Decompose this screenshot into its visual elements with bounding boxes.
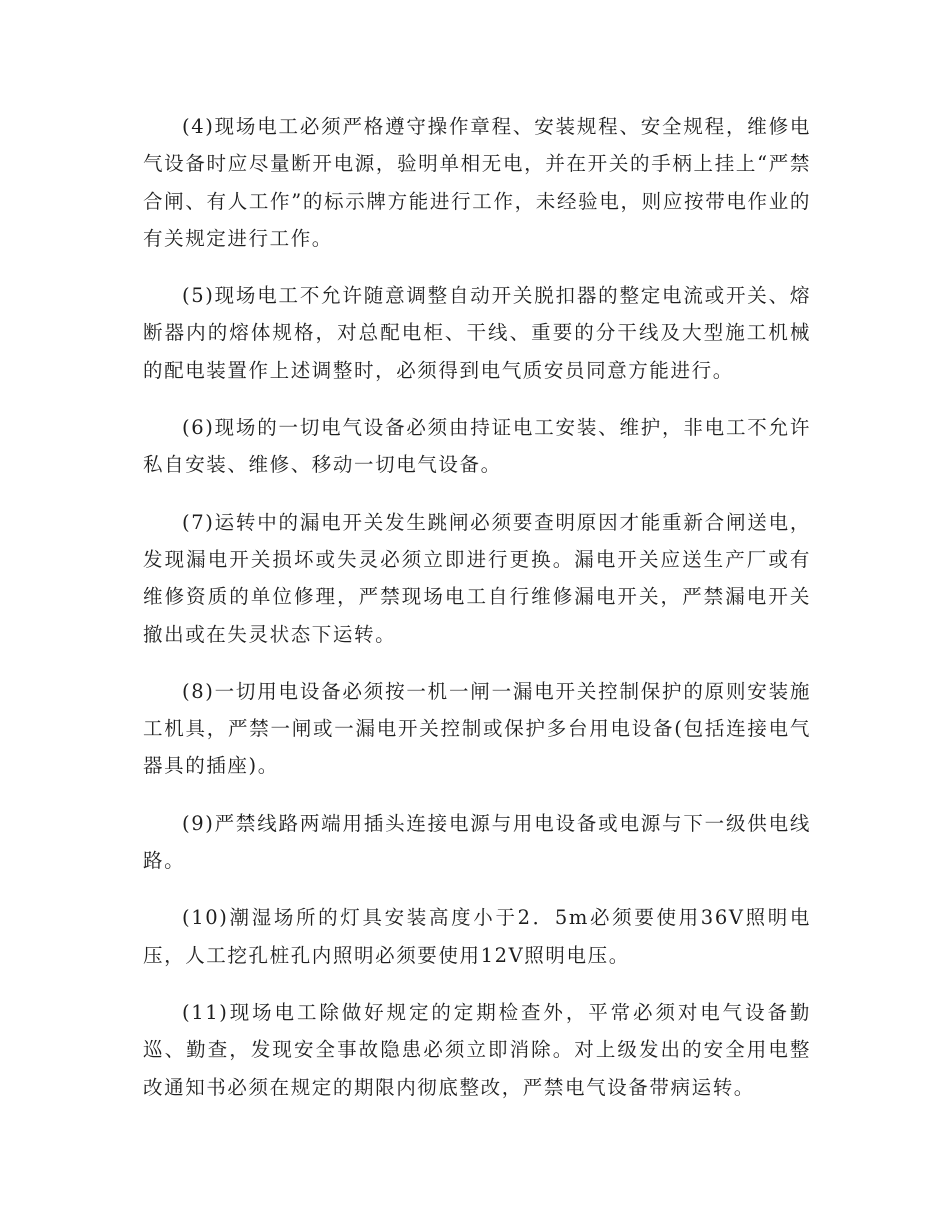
document-body <box>143 108 811 1126</box>
paragraph-7: (7)运转中的漏电开关发生跳闸必须要查明原因才能重新合闸送电，发现漏电开关损坏或失灵必须立即进行更换。漏电开关应送生产厂或有维修资质的单位修理，严禁现场电工自行维修漏电开关，严禁漏电开关撤出或在失灵状态下运转。 <box>143 510 811 646</box>
paragraph-6: (6)现场的一切电气设备必须由持证电工安装、维护，非电工不允许私自安装、维修、移动一切电气设备。 <box>143 416 811 477</box>
paragraph-5: (5)现场电工不允许随意调整自动开关脱扣器的整定电流或开关、熔断器内的熔体规格，对总配电柜、干线、重要的分干线及大型施工机械的配电装置作上述调整时，必须得到电气质安员同意方能进行。 <box>143 284 811 382</box>
paragraph-9: (9)严禁线路两端用插头连接电源与用电设备或电源与下一级供电线路。 <box>143 811 811 873</box>
paragraph-10: (10)潮湿场所的灯具安装高度小于2．5m必须要使用36V照明电压，人工挖孔桩孔内照明必须要使用12V照明电压。 <box>143 906 811 967</box>
paragraph-4: (4)现场电工必须严格遵守操作章程、安装规程、安全规程，维修电气设备时应尽量断开电源，验明单相无电，并在开关的手柄上挂上“严禁合闸、有人工作”的标示牌方能进行工作，未经验电，则应按带电作业的有关规定进行工作。 <box>143 115 811 250</box>
paragraph-11: (11)现场电工除做好规定的定期检查外，平常必须对电气设备勤巡、勤查，发现安全事故隐患必须立即消除。对上级发出的安全用电整改通知书必须在规定的期限内彻底整改，严禁电气设备带病运转。 <box>143 1000 811 1099</box>
paragraph-8: (8)一切用电设备必须按一机一闸一漏电开关控制保护的原则安装施工机具，严禁一闸或一漏电开关控制或保护多台用电设备(包括连接电气器具的插座)。 <box>143 679 811 778</box>
